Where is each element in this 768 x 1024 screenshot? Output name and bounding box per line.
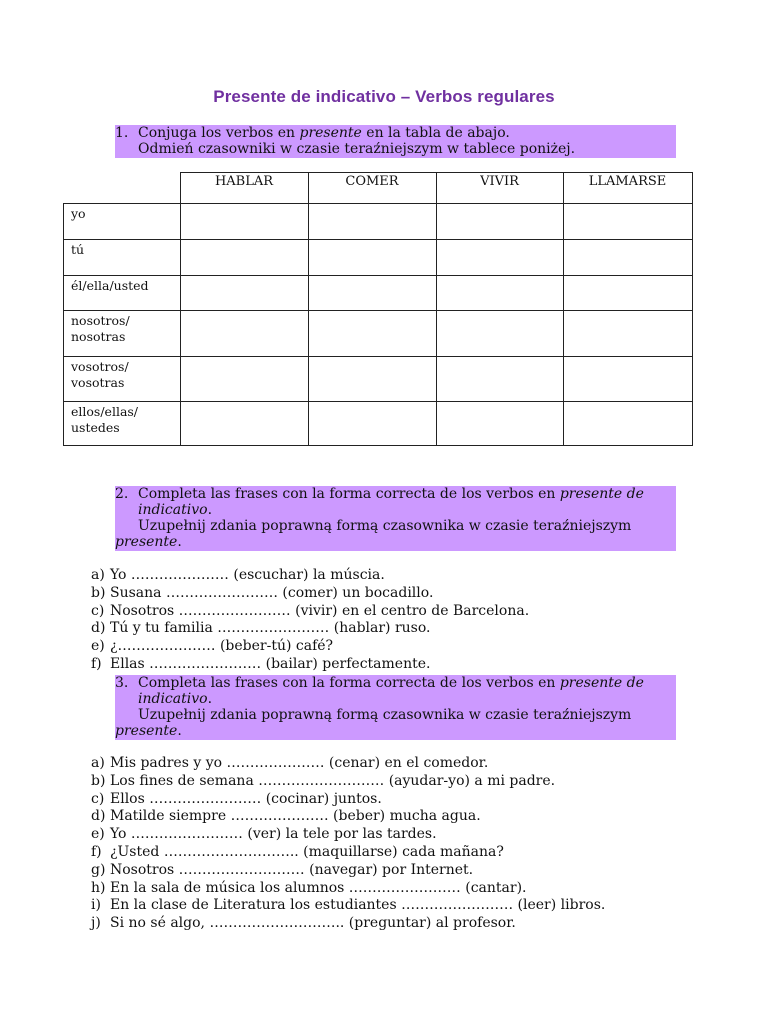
answer-cell[interactable]: [308, 311, 436, 357]
answer-cell[interactable]: [436, 357, 563, 402]
exercise-2-items: [91, 567, 529, 674]
list-item: b) Susana …………………… (comer) un bocadillo.: [91, 584, 434, 601]
list-item: f) Ellas …………………… (bailar) perfectamente.: [91, 655, 431, 672]
exercise-3-instruction: 3. Completa las frases con la forma correcta de los verbos en presente de indicativo. Uzupełnij zdania poprawną formą czasownika w czasie teraźniejszym presente.: [115, 675, 676, 740]
list-item: i) En la clase de Literatura los estudiantes …………………… (leer) libros.: [91, 897, 606, 914]
column-header-llamarse: LLAMARSE: [563, 173, 692, 204]
list-item: a) Yo ………………… (escuchar) la múscia.: [91, 567, 385, 583]
answer-cell[interactable]: [180, 276, 308, 311]
column-header-hablar: HABLAR: [180, 173, 308, 204]
worksheet-title: Presente de indicativo – Verbos regulares: [213, 87, 555, 106]
list-item: h) En la sala de música los alumnos …………………… (cantar).: [91, 879, 527, 896]
row-label-el-ella-usted: él/ella/usted: [64, 276, 181, 311]
list-item: e) ¿………………… (beber-tú) café?: [91, 638, 334, 655]
exercise-3-polish: Uzupełnij zdania poprawną formą czasownika w czasie teraźniejszym: [138, 707, 632, 723]
answer-cell[interactable]: [180, 357, 308, 402]
answer-cell[interactable]: [563, 357, 692, 402]
list-item: d) Matilde siempre ………………… (beber) mucha agua.: [91, 808, 481, 825]
answer-cell[interactable]: [308, 240, 436, 276]
answer-cell[interactable]: [308, 357, 436, 402]
row-label-nosotros: nosotros/ nosotras: [64, 311, 181, 357]
exercise-2-number: 2.: [115, 486, 129, 502]
list-item: d) Tú y tu familia …………………… (hablar) ruso.: [91, 620, 431, 637]
row-label-tu: tú: [64, 240, 181, 276]
answer-cell[interactable]: [180, 204, 308, 240]
list-item: f) ¿Usted ……………………….. (maquillarse) cada mañana?: [91, 843, 504, 860]
list-item: b) Los fines de semana ……………………… (ayudar-yo) a mi padre.: [91, 772, 556, 789]
row-label-vosotros: vosotros/ vosotras: [64, 357, 181, 402]
answer-cell[interactable]: [308, 204, 436, 240]
answer-cell[interactable]: [563, 240, 692, 276]
answer-cell[interactable]: [436, 311, 563, 357]
row-label-ellos: ellos/ellas/ ustedes: [64, 402, 181, 446]
answer-cell[interactable]: [563, 311, 692, 357]
answer-cell[interactable]: [563, 204, 692, 240]
answer-cell[interactable]: [180, 311, 308, 357]
exercise-1-instruction: 1. Conjuga los verbos en presente en la tabla de abajo. Odmień czasowniki w czasie teraźniejszym w tablece poniżej.: [115, 125, 676, 158]
answer-cell[interactable]: [436, 276, 563, 311]
list-item: j) Si no sé algo, ……………………….. (preguntar) al profesor.: [91, 915, 516, 932]
exercise-3-number: 3.: [115, 675, 129, 691]
answer-cell[interactable]: [563, 402, 692, 446]
exercise-2-instruction: 2. Completa las frases con la forma correcta de los verbos en presente de indicativo. Uzupełnij zdania poprawną formą czasownika w czasie teraźniejszym presente.: [115, 486, 676, 551]
exercise-1-polish: Odmień czasowniki w czasie teraźniejszym w tablece poniżej.: [138, 141, 576, 157]
answer-cell[interactable]: [180, 402, 308, 446]
list-item: g) Nosotros ……………………… (navegar) por Internet.: [91, 861, 474, 878]
answer-cell[interactable]: [436, 204, 563, 240]
list-item: c) Nosotros …………………… (vivir) en el centro de Barcelona.: [91, 602, 530, 619]
list-item: a) Mis padres y yo ………………… (cenar) en el comedor.: [91, 755, 489, 771]
exercise-2-polish: Uzupełnij zdania poprawną formą czasownika w czasie teraźniejszym: [138, 518, 632, 534]
answer-cell[interactable]: [180, 240, 308, 276]
exercise-1-number: 1.: [115, 125, 129, 141]
list-item: e) Yo …………………… (ver) la tele por las tardes.: [91, 826, 437, 843]
answer-cell[interactable]: [308, 402, 436, 446]
answer-cell[interactable]: [563, 276, 692, 311]
column-header-comer: COMER: [308, 173, 436, 204]
exercise-3-items: [91, 755, 605, 933]
list-item: c) Ellos …………………… (cocinar) juntos.: [91, 790, 382, 807]
answer-cell[interactable]: [308, 276, 436, 311]
row-label-yo: yo: [64, 204, 181, 240]
answer-cell[interactable]: [436, 240, 563, 276]
conjugation-table: [63, 172, 693, 446]
answer-cell[interactable]: [436, 402, 563, 446]
column-header-vivir: VIVIR: [436, 173, 563, 204]
